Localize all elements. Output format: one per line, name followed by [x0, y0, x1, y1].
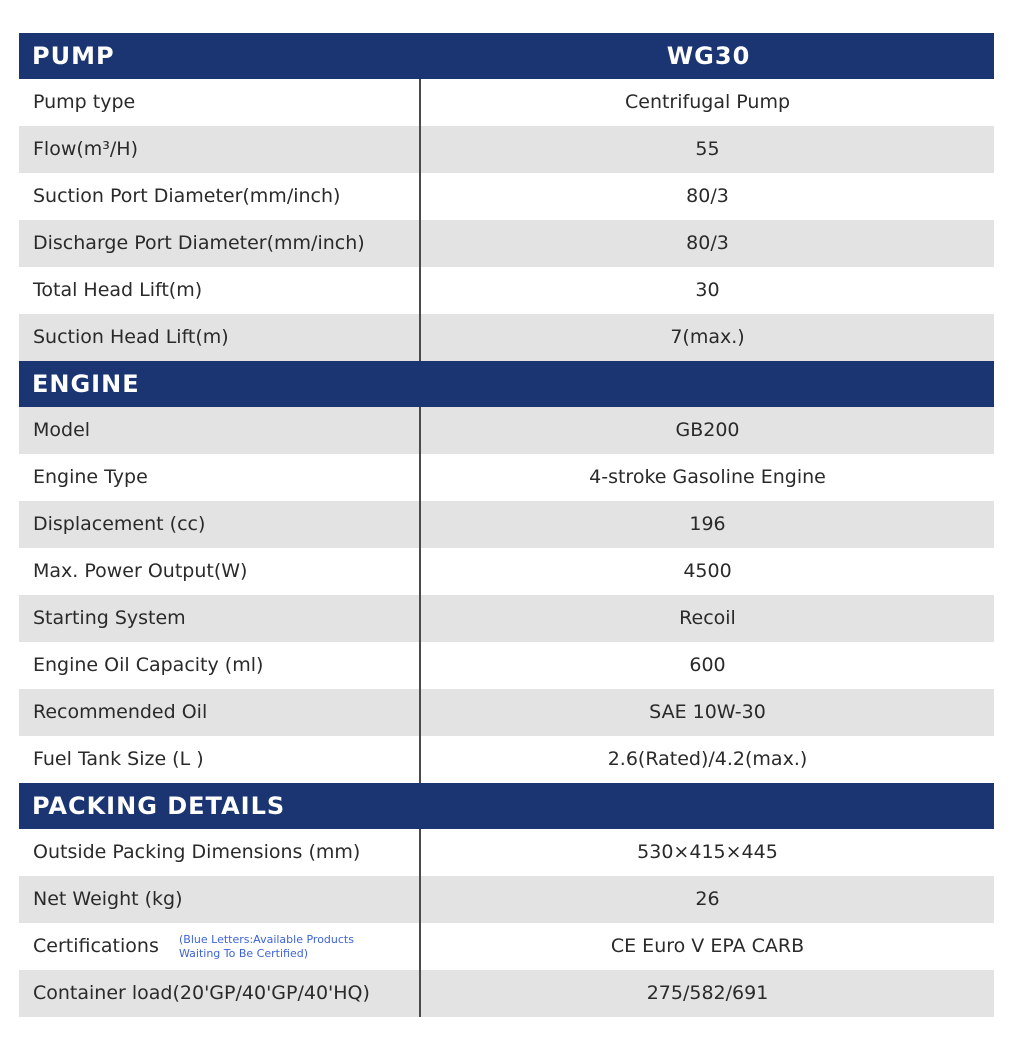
certification-note — [179, 933, 354, 961]
row-label: Suction Head Lift(m) — [19, 314, 421, 361]
row-value: CE Euro V EPA CARB — [610, 935, 805, 957]
row-label: Flow(m³/H) — [19, 126, 421, 173]
row-label: Starting System — [19, 595, 421, 642]
table-row — [19, 548, 994, 595]
row-value: 530×415×445 — [637, 841, 778, 863]
table-row — [19, 642, 994, 689]
row-label: Suction Port Diameter(mm/inch) — [19, 173, 421, 220]
row-value: 4-stroke Gasoline Engine — [589, 466, 826, 488]
table-row — [19, 267, 994, 314]
row-value: 600 — [689, 654, 726, 676]
certifications-label: Certifications — [33, 935, 159, 957]
spec-table — [19, 33, 994, 1017]
row-value: 7(max.) — [670, 326, 745, 348]
certification-note-line1: (Blue Letters:Available Products — [179, 933, 354, 946]
row-value: SAE 10W-30 — [649, 701, 766, 723]
row-value: 30 — [695, 279, 720, 301]
model-name: WG30 — [666, 42, 751, 70]
table-row — [19, 79, 994, 126]
row-label: Engine Oil Capacity (ml) — [19, 642, 421, 689]
row-label: Net Weight (kg) — [19, 876, 421, 923]
engine-section-header — [19, 361, 994, 407]
table-row — [19, 876, 994, 923]
table-row — [19, 454, 994, 501]
packing-section-title: PACKING DETAILS — [32, 792, 286, 820]
table-row — [19, 501, 994, 548]
engine-section-title: ENGINE — [32, 370, 140, 398]
packing-section-header — [19, 783, 994, 829]
table-row — [19, 126, 994, 173]
row-label: Total Head Lift(m) — [19, 267, 421, 314]
table-row — [19, 407, 994, 454]
row-label: Max. Power Output(W) — [19, 548, 421, 595]
row-label: Displacement (cc) — [19, 501, 421, 548]
row-value: 4500 — [683, 560, 732, 582]
row-value: Recoil — [679, 607, 736, 629]
row-value: 2.6(Rated)/4.2(max.) — [607, 748, 808, 770]
row-value: 275/582/691 — [646, 982, 769, 1004]
table-row — [19, 689, 994, 736]
table-row — [19, 314, 994, 361]
row-label: Recommended Oil — [19, 689, 421, 736]
row-label: Pump type — [19, 79, 421, 126]
row-value: Centrifugal Pump — [624, 91, 791, 113]
table-row — [19, 923, 994, 970]
pump-section-title: PUMP — [32, 42, 115, 70]
row-label: Container load(20'GP/40'GP/40'HQ) — [19, 970, 421, 1017]
table-row — [19, 829, 994, 876]
row-label: Engine Type — [19, 454, 421, 501]
pump-section-header — [19, 33, 994, 79]
table-row — [19, 173, 994, 220]
row-value: GB200 — [675, 419, 740, 441]
row-label — [19, 923, 421, 970]
row-label: Model — [19, 407, 421, 454]
row-label: Discharge Port Diameter(mm/inch) — [19, 220, 421, 267]
table-row — [19, 595, 994, 642]
row-value: 80/3 — [686, 232, 729, 254]
row-value: 196 — [689, 513, 726, 535]
table-row — [19, 736, 994, 783]
row-value: 80/3 — [686, 185, 729, 207]
certification-note-line2: Waiting To Be Certified) — [179, 947, 308, 960]
table-row — [19, 220, 994, 267]
row-label: Fuel Tank Size (L ) — [19, 736, 421, 783]
table-row — [19, 970, 994, 1017]
row-value: 55 — [695, 138, 720, 160]
row-value: 26 — [695, 888, 720, 910]
row-label: Outside Packing Dimensions (mm) — [19, 829, 421, 876]
